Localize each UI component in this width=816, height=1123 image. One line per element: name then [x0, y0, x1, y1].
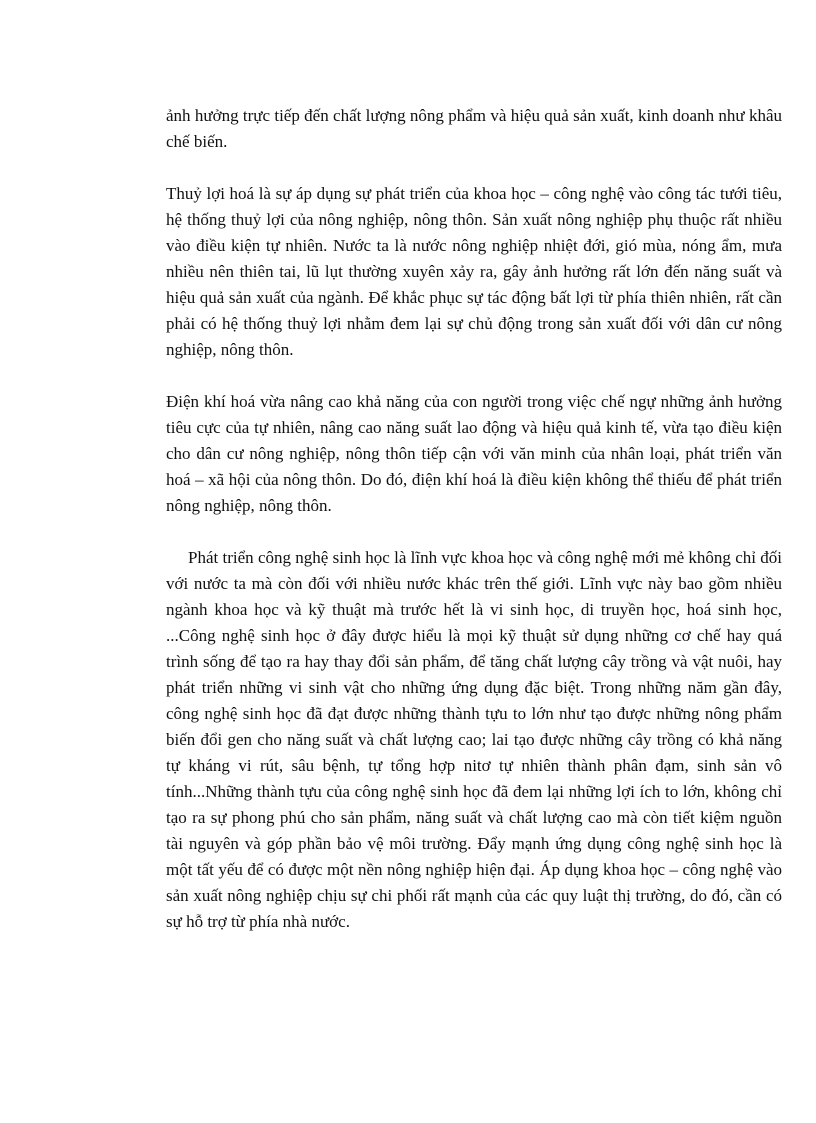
paragraph-1: ảnh hưởng trực tiếp đến chất lượng nông phẩm và hiệu quả sản xuất, kinh doanh như khâu chế biến.: [166, 106, 782, 151]
paragraph-electrification: Điện khí hoá vừa nâng cao khả năng của con người trong việc chế ngự những ảnh hưởng tiêu cực của tự nhiên, nâng cao năng suất lao động và hiệu quả kinh tế, vừa tạo điều kiện cho dân cư nông nghiệp, nông thôn tiếp cận với văn minh của nhân loại, phát triển văn hoá – xã hội của nông thôn. Do đó, điện khí hoá là điều kiện không thể thiếu để phát triển nông nghiệp, nông thôn.: [166, 392, 782, 515]
paragraph-biotechnology: Phát triển công nghệ sinh học là lĩnh vực khoa học và công nghệ mới mẻ không chỉ đối với nước ta mà còn đối với nhiều nước khác trên thế giới. Lĩnh vực này bao gồm nhiều ngành khoa học và kỹ thuật mà trước hết là vi sinh học, di truyền học, hoá sinh học, ...Công nghệ sinh học ở đây được hiểu là mọi kỹ thuật sử dụng những cơ chế hay quá trình sống để tạo ra hay thay đổi sản phẩm, để tăng chất lượng cây trồng và vật nuôi, hay phát triển những vi sinh vật cho những ứng dụng đặc biệt. Trong những năm gần đây, công nghệ sinh học đã đạt được những thành tựu to lớn như tạo được những nông phẩm biến đổi gen cho năng suất và chất lượng cao; lai tạo được những cây trồng có khả năng tự kháng vi rút, sâu bệnh, tự tổng hợp nitơ tự nhiên thành phân đạm, sinh sản vô tính...Những thành tựu của công nghệ sinh học đã đem lại những lợi ích to lớn, không chỉ tạo ra sự phong phú cho sản phẩm, năng suất và chất lượng cao mà còn tiết kiệm nguồn tài nguyên và góp phần bảo vệ môi trường. Đẩy mạnh ứng dụng công nghệ sinh học là một tất yếu để có được một nền nông nghiệp hiện đại. Áp dụng khoa học – công nghệ vào sản xuất nông nghiệp chịu sự chi phối rất mạnh của các quy luật thị trường, do đó, cần có sự hỗ trợ từ phía nhà nước.: [166, 548, 782, 931]
paragraph-irrigation: Thuỷ lợi hoá là sự áp dụng sự phát triển của khoa học – công nghệ vào công tác tưới tiêu, hệ thống thuỷ lợi của nông nghiệp, nông thôn. Sản xuất nông nghiệp phụ thuộc rất nhiều vào điều kiện tự nhiên. Nước ta là nước nông nghiệp nhiệt đới, gió mùa, nóng ẩm, mưa nhiều nên thiên tai, lũ lụt thường xuyên xảy ra, gây ảnh hưởng rất lớn đến năng suất và hiệu quả sản xuất của ngành. Để khắc phục sự tác động bất lợi từ phía thiên nhiên, rất cần phải có hệ thống thuỷ lợi nhằm đem lại sự chủ động trong sản xuất đối với dân cư nông nghiệp, nông thôn.: [166, 184, 782, 359]
document-body: [166, 103, 782, 961]
